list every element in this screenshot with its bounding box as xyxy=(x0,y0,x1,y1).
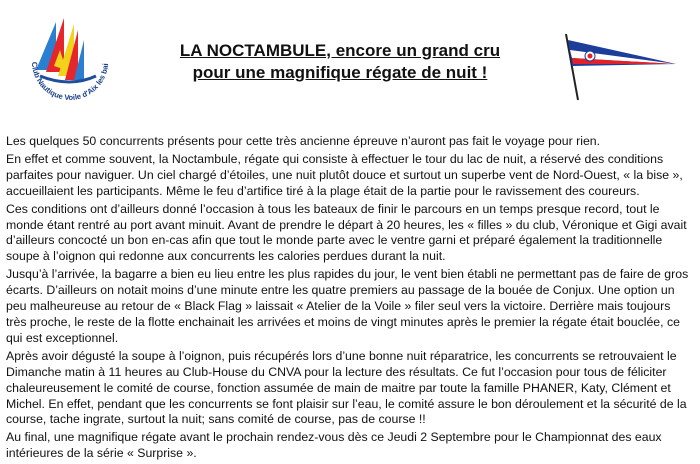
club-burgee-flag xyxy=(560,30,680,102)
title-line-1: LA NOCTAMBULE, encore un grand cru xyxy=(179,41,501,60)
article-title xyxy=(150,40,530,84)
paragraph: Les quelques 50 concurrents présents pour cette très ancienne épreuve n’auront pas fait le voyage pour rien. xyxy=(6,134,601,148)
paragraph: Jusqu’à l’arrivée, la bagarre a bien eu lieu entre les plus rapides du jour, le vent bien établi ne permettant pas de faire de gros écarts. D’ailleurs on notait moins d’une minute entre les quatre premiers au passage de la bouée de Conjux. Une option un peu malheureuse au retour de « Black Flag » laissait « Atelier de la Voile » filer seul vers la victoire. Derrière mais toujours très proche, le reste de la flotte enchainait les arrivées et moins de vingt minutes après le premier la régate était bouclée, ce qui est exceptionnel. xyxy=(6,267,689,345)
paragraph: Ces conditions ont d’ailleurs donné l’occasion à tous les bateaux de finir le parcours en un temps presque record, tout le monde étant rentré au port avant minuit. Avant de prendre le départ à 20 heures, les « filles » du club, Véronique et Gigi avait d’ailleurs concocté un bon en-cas afin que tout le monde parte avec le ventre garni et préparé également la traditionnelle soupe à l’oignon qui redonne aux concurrents les calories perdues durant la nuit. xyxy=(6,201,687,264)
paragraph: Au final, une magnifique régate avant le prochain rendez-vous dès ce Jeudi 2 Septembre pour le Championnat des eaux intérieures de la série « Surprise ». xyxy=(6,430,662,461)
logo-text: Club Nautique Voile d'Aix les bai xyxy=(29,61,110,103)
club-logo xyxy=(18,10,122,114)
paragraph: En effet et comme souvent, la Noctambule, régate qui consiste à effectuer le tour du lac de nuit, a réservé des conditions parfaites pour naviguer. Un ciel chargé d’étoiles, une nuit plutôt douce et surtout un superbe vent de Nord-Ouest, « la bise », accueillaient les participants. Même le feu d’artifice tiré à la plage était de la partie pour le ravissement des coureurs. xyxy=(6,151,683,198)
article-body xyxy=(6,134,694,464)
title-line-2: pour une magnifique régate de nuit ! xyxy=(192,63,488,82)
paragraph: Après avoir dégusté la soupe à l’oignon, puis récupérés lors d’une bonne nuit réparatrice, les concurrents se retrouvaient le Dimanche matin à 11 heures au Club-House du CNVA pour la lecture des résultats. Ce fut l’occasion pour tous de féliciter chaleureusement le comité de course, fonction assumée de main de maitre par toute la famille PHANER, Katy, Clément et Michel. En effet, pendant que les concurrents se font plaisir sur l’eau, le comité assure le bon déroulement et la sécurité de la course, tache ingrate, surtout la nuit; sans comité de course, pas de course !! xyxy=(6,348,687,427)
